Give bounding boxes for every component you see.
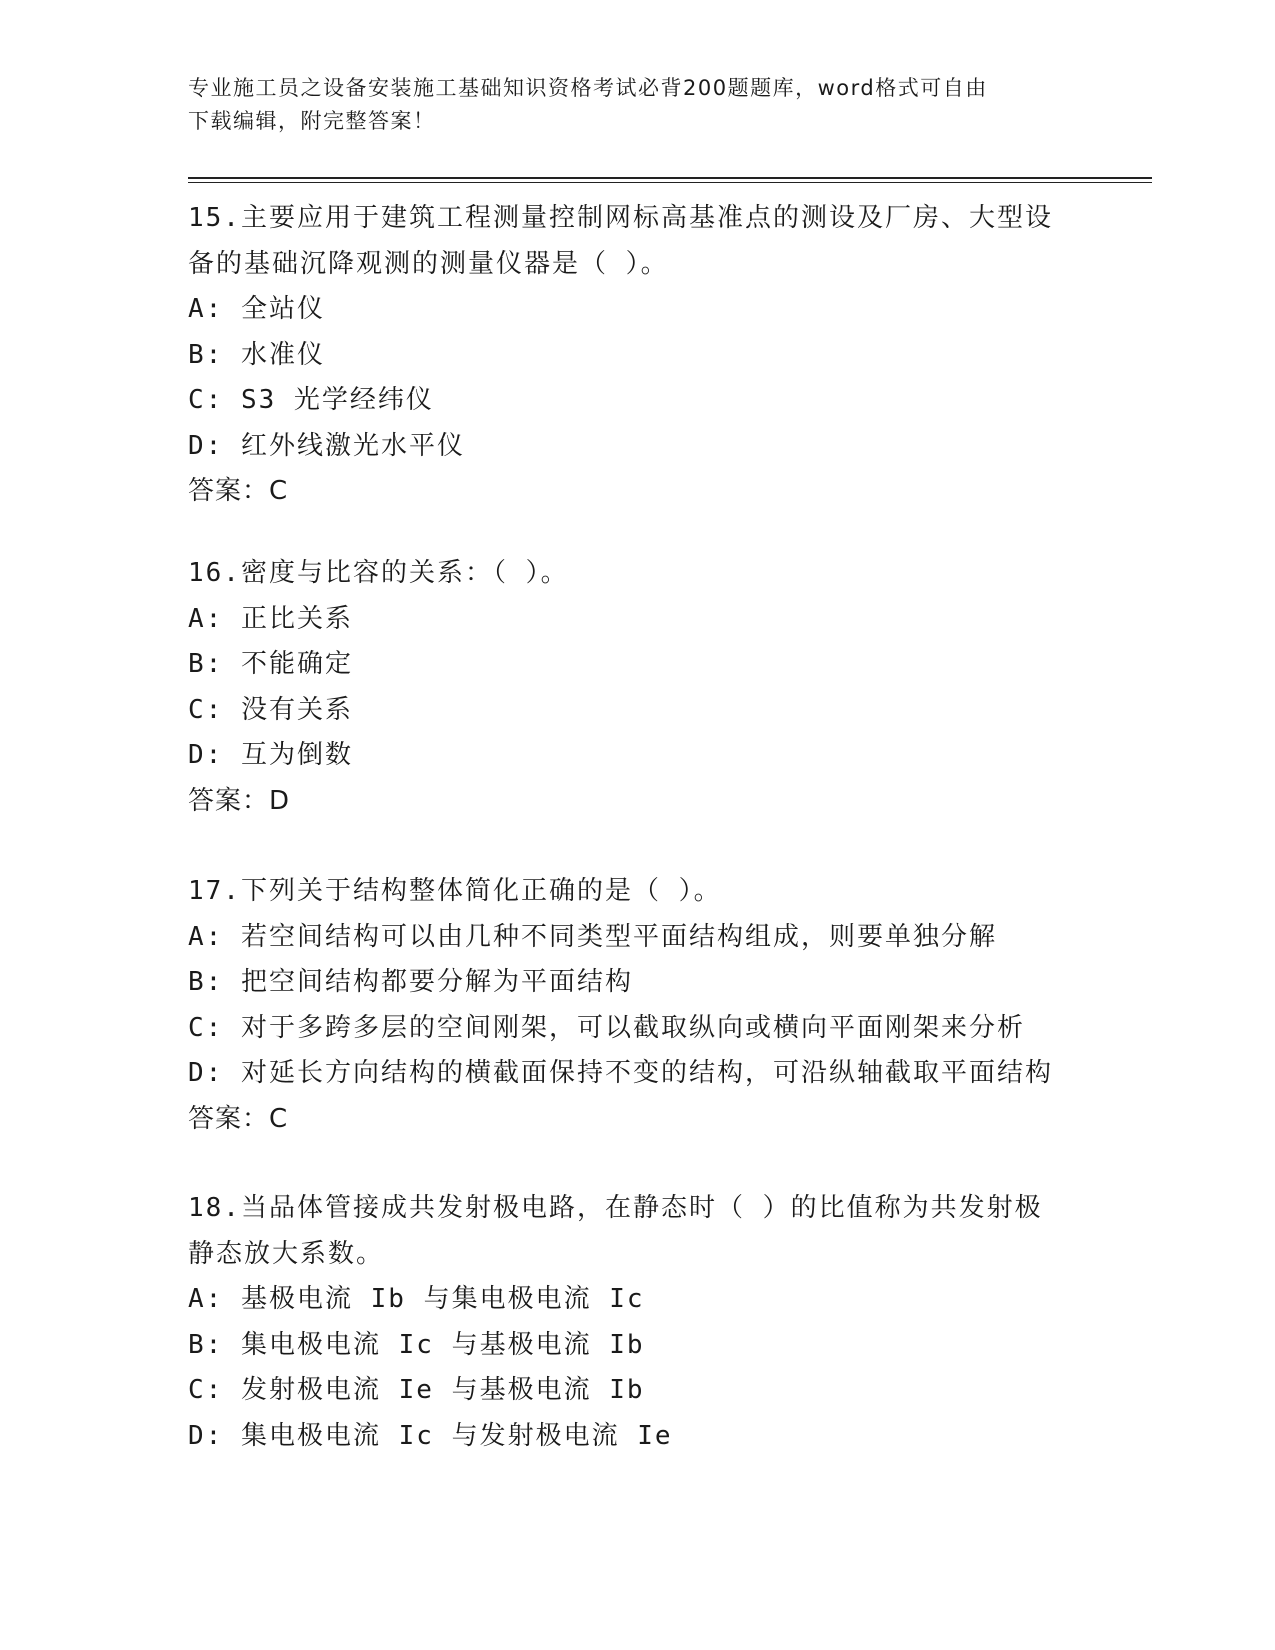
question-text-line: 16.密度与比容的关系：（ ）。 [188, 558, 569, 588]
answer: 答案：C [188, 476, 289, 506]
option-a: A: 基极电流 Ib 与集电极电流 Ic [188, 1284, 645, 1314]
option-a: A: 正比关系 [188, 603, 353, 634]
option-b: B: 水准仪 [188, 339, 325, 370]
answer: 答案：C [188, 1103, 289, 1134]
header-divider-thin [188, 182, 1152, 183]
option-b: B: 把空间结构都要分解为平面结构 [188, 967, 633, 997]
document-header [188, 72, 1068, 138]
header-line-2: 下载编辑，附完整答案！ [188, 109, 436, 133]
option-a: A: 全站仪 [188, 294, 325, 324]
question-text-line: 15.主要应用于建筑工程测量控制网标高基准点的测设及厂房、大型设 [188, 203, 1053, 233]
question-text-line: 18.当品体管接成共发射极电路，在静态时（ ）的比值称为共发射极 [188, 1193, 1043, 1223]
question-15 [188, 196, 1088, 515]
question-16 [188, 551, 1088, 824]
answer: 答案：D [188, 785, 291, 816]
option-b: B: 不能确定 [188, 649, 353, 679]
option-b: B: 集电极电流 Ic 与基极电流 Ib [188, 1329, 645, 1360]
question-text-line: 备的基础沉降观测的测量仪器是（ ）。 [188, 248, 669, 279]
header-line-1: 专业施工员之设备安装施工基础知识资格考试必背200题题库，word格式可自由 [188, 76, 988, 100]
question-17 [188, 869, 1088, 1142]
option-a: A: 若空间结构可以由几种不同类型平面结构组成，则要单独分解 [188, 921, 997, 952]
option-c: C: S3 光学经纬仪 [188, 385, 434, 415]
option-d: D: 集电极电流 Ic 与发射极电流 Ie [188, 1420, 673, 1451]
question-text-line: 静态放大系数。 [188, 1238, 385, 1269]
option-c: C: 对于多跨多层的空间刚架，可以截取纵向或横向平面刚架来分析 [188, 1012, 1025, 1043]
option-d: D: 互为倒数 [188, 740, 353, 770]
option-c: C: 没有关系 [188, 694, 353, 725]
question-text-line: 17.下列关于结构整体简化正确的是（ ）。 [188, 876, 722, 906]
option-d: D: 对延长方向结构的横截面保持不变的结构，可沿纵轴截取平面结构 [188, 1058, 1053, 1088]
question-18 [188, 1186, 1088, 1459]
option-d: D: 红外线激光水平仪 [188, 430, 465, 461]
option-c: C: 发射极电流 Ie 与基极电流 Ib [188, 1375, 645, 1405]
header-divider-thick [188, 177, 1152, 179]
